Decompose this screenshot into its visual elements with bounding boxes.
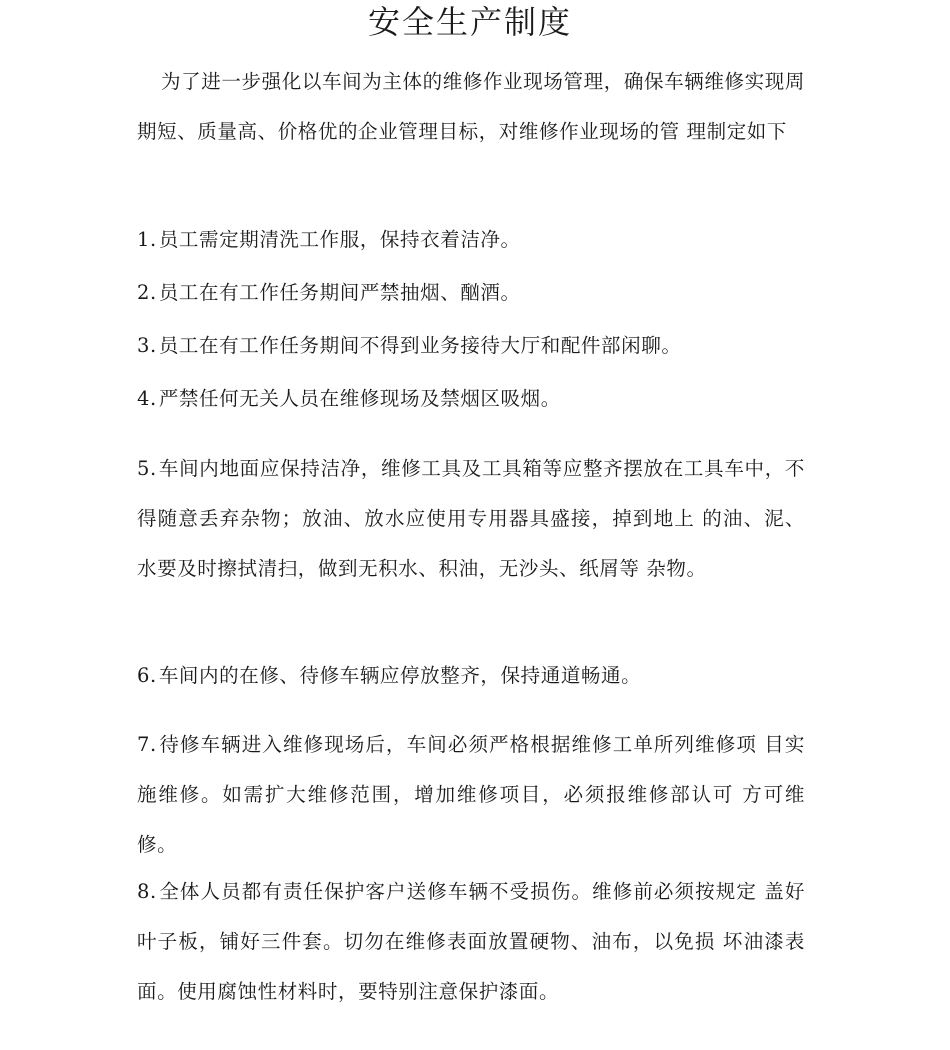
item-number: 7. — [137, 733, 157, 756]
item-text: 待修车辆进入维修现场后，车间必须严格根据维修工单所列维修项 目实施维修。如需扩大维修范围，增加维修项目，必须报维修部认可 方可维修。 — [137, 733, 805, 856]
intro-paragraph: 为了进一步强化以车间为主体的维修作业现场管理，确保车辆维修实现周期短、质量高、价格优的企业管理目标，对维修作业现场的管 理制定如下 — [137, 70, 805, 143]
item-text: 员工需定期清洗工作服，保持衣着洁净。 — [158, 228, 521, 251]
item-text: 严禁任何无关人员在维修现场及禁烟区吸烟。 — [158, 387, 561, 410]
list-item — [137, 867, 805, 1017]
list-item — [137, 651, 805, 701]
item-text: 员工在有工作任务期间严禁抽烟、酗酒。 — [158, 281, 521, 304]
item-number: 4. — [137, 387, 157, 410]
page-title: 安全生产制度 — [367, 3, 572, 41]
item-text: 员工在有工作任务期间不得到业务接待大厅和配件部闲聊。 — [158, 334, 682, 357]
list-item — [137, 321, 805, 371]
item-text: 车间内地面应保持洁净，维修工具及工具箱等应整齐摆放在工具车中，不得随意丢弃杂物；放油、放水应使用专用器具盛接，掉到地上 的油、泥、水要及时擦拭清扫，做到无积水、积油，无沙头、纸屑等 杂物。 — [137, 457, 805, 580]
item-text: 全体人员都有责任保护客户送修车辆不受损伤。维修前必须按规定 盖好叶子板，铺好三件套。切勿在维修表面放置硬物、油布，以免损 坏油漆表面。使用腐蚀性材料时，要特别注意保护漆面。 — [137, 880, 805, 1003]
item-number: 2. — [137, 281, 157, 304]
item-number: 3. — [137, 334, 157, 357]
list-item — [137, 444, 805, 594]
item-number: 1. — [137, 228, 157, 251]
item-number: 8. — [137, 880, 157, 903]
item-number: 5. — [137, 457, 157, 480]
item-text: 车间内的在修、待修车辆应停放整齐，保持通道畅通。 — [158, 664, 642, 687]
list-item — [137, 720, 805, 870]
list-item — [137, 374, 805, 424]
list-item — [137, 215, 805, 265]
item-number: 6. — [137, 664, 157, 687]
list-item — [137, 268, 805, 318]
